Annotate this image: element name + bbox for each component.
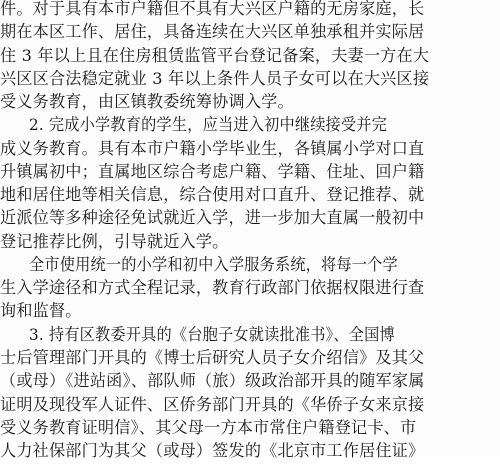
text-line: 升镇属初中；直属地区综合考虑户籍、学籍、住址、回户籍	[0, 161, 425, 181]
text-line-first: 2. 完成小学教育的学生，应当进入初中继续接受并完	[29, 115, 388, 135]
text-line: 询和监督。	[0, 301, 82, 321]
text-line: 近派位等多种途径免试就近入学，进一步加大直属一般初中	[0, 208, 425, 228]
text-line: 住 3 年以上且在住房租赁监管平台登记备案，夫妻一方在大	[0, 45, 430, 65]
text-line-first: 3. 持有区教委开具的《台胞子女就读批准书》、全国博	[29, 324, 395, 344]
text-line: 地和居住地等相关信息，综合使用对口直升、登记推荐、就	[0, 185, 425, 205]
text-line: 受义务教育证明信》、其父母一方本市常住户籍登记卡、市	[0, 417, 417, 437]
text-line: 期在本区工作、居住，具备连续在大兴区单独承租并实际居	[0, 22, 425, 42]
text-line: 受义务教育，由区镇教委统筹协调入学。	[0, 92, 294, 112]
text-line: 人力社保部门为其父（或母）签发的《北京市工作居住证》	[0, 441, 425, 460]
text-line: 生入学途径和方式全程记录，教育行政部门依据权限进行查	[0, 278, 425, 298]
text-line: 士后管理部门开具的《博士后研究人员子女介绍信》及其父	[0, 347, 425, 367]
text-line: （或母）《进站函》、部队师（旅）级政治部开具的随军家属	[0, 371, 425, 391]
text-line: 成义务教育。具有本市户籍小学毕业生，各镇属小学对口直	[0, 138, 425, 158]
text-line-first: 全市使用统一的小学和初中入学服务系统，将每一个学	[29, 254, 398, 274]
text-line: 证明及现役军人证件、区侨务部门开具的《华侨子女来京接	[0, 394, 425, 414]
text-line: 登记推荐比例，引导就近入学。	[0, 231, 229, 251]
text-line: 兴区区合法稳定就业 3 年以上条件人员子女可以在大兴区接	[0, 68, 430, 88]
text-line: 件。对于具有本市户籍但不具有大兴区户籍的无房家庭，长	[0, 0, 425, 18]
